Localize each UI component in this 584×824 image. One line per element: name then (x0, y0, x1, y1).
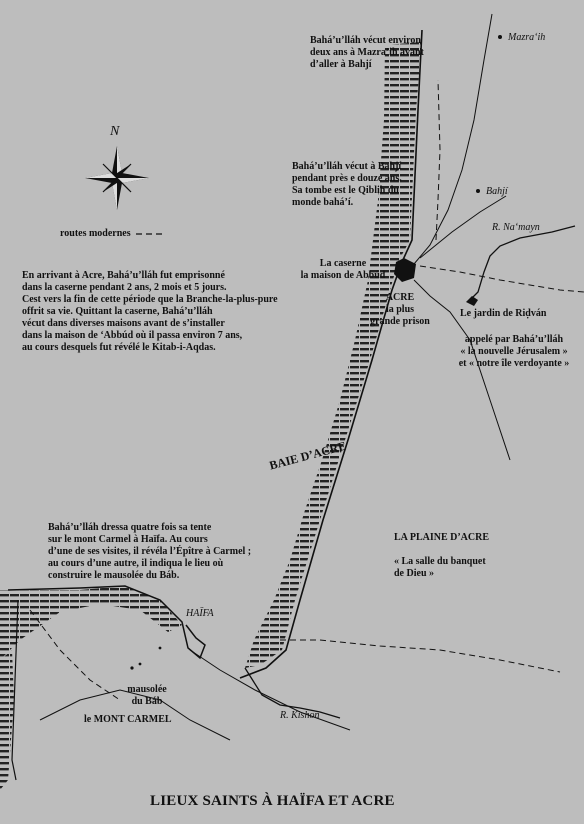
label-ridvan: Le jardin de Riḍván (460, 308, 547, 319)
label-acre: ACRE la plus grande prison (370, 292, 430, 327)
west-sea-hatching-lower (0, 650, 14, 790)
carmel-dot-2 (159, 647, 162, 650)
compass-rose-icon (85, 146, 149, 210)
label-r-namayn: R. Na‘mayn (492, 222, 540, 233)
mazraih-dot (498, 35, 502, 39)
note-carmel: Bahá’u’lláh dressa quatre fois sa tente sur le mont Carmel à Haïfa. Au cours d’une de ses visites, il révéla l’Épître à Carmel ; au cours d’une autre, il indiqua le lieu où construire le mausolée du Báb. (48, 522, 252, 581)
label-r-kishon: R. Kishon (280, 710, 320, 721)
road-mazraih (414, 14, 492, 264)
road-haifa-east (190, 650, 350, 730)
map-title: LIEUX SAINTS À HAÏFA ET ACRE (150, 793, 395, 809)
label-mausolee: mausolée du Báb (127, 684, 167, 707)
label-mazraih: Mazra‘ih (508, 32, 546, 43)
label-mont-carmel: le MONT CARMEL (84, 714, 172, 725)
carmel-dot-1 (139, 663, 142, 666)
label-banquet: « La salle du banquet de Dieu » (394, 556, 486, 579)
acre-peninsula (394, 258, 416, 282)
modern-road-3 (280, 640, 560, 672)
compass-north-mark: N (110, 124, 120, 139)
river-namayn (470, 226, 575, 300)
legend-modern-roads: routes modernes (60, 228, 131, 239)
note-ridvan: appelé par Bahá’u’lláh « la nouvelle Jérusalem » et « notre île verdoyante » (458, 334, 570, 369)
bahji-dot (476, 189, 480, 193)
label-baie-d-acre: BAIE D’ACRE (267, 438, 348, 473)
modern-road-1 (420, 266, 584, 292)
note-acre: En arrivant à Acre, Bahá’u’lláh fut emprisonné dans la caserne pendant 2 ans, 2 mois et 5 jours. Cest vers la fin de cette période que la Branche-la-plus-pure offrit sa vie. Quittant la caserne, Bahá’u’lláh vécut dans diverses maisons avant de s’installer dans la maison de ‘Abbúd où il passa environ 7 ans, au cours desquels fut révélé le Kitab-i-Aqdas. (22, 270, 278, 353)
mausolee-dot (130, 666, 133, 669)
label-haifa: HAÏFA (186, 608, 214, 619)
label-plaine-d-acre: LA PLAINE D’ACRE (394, 532, 490, 543)
note-mazraih: Bahá’u’lláh vécut environ deux ans à Mazra’ih avant d’aller à Bahjí (310, 35, 424, 70)
label-caserne: La caserne la maison de Abbúd (300, 258, 386, 281)
label-bahji: Bahjí (486, 186, 508, 197)
modern-road-2 (436, 80, 440, 240)
ridvan-garden (466, 296, 478, 306)
note-bahji: Bahá’u’lláh vécut à Bahjí pendant près e douze ans. Sa tombe est le Qiblih du monde bahá’í. (292, 161, 402, 208)
